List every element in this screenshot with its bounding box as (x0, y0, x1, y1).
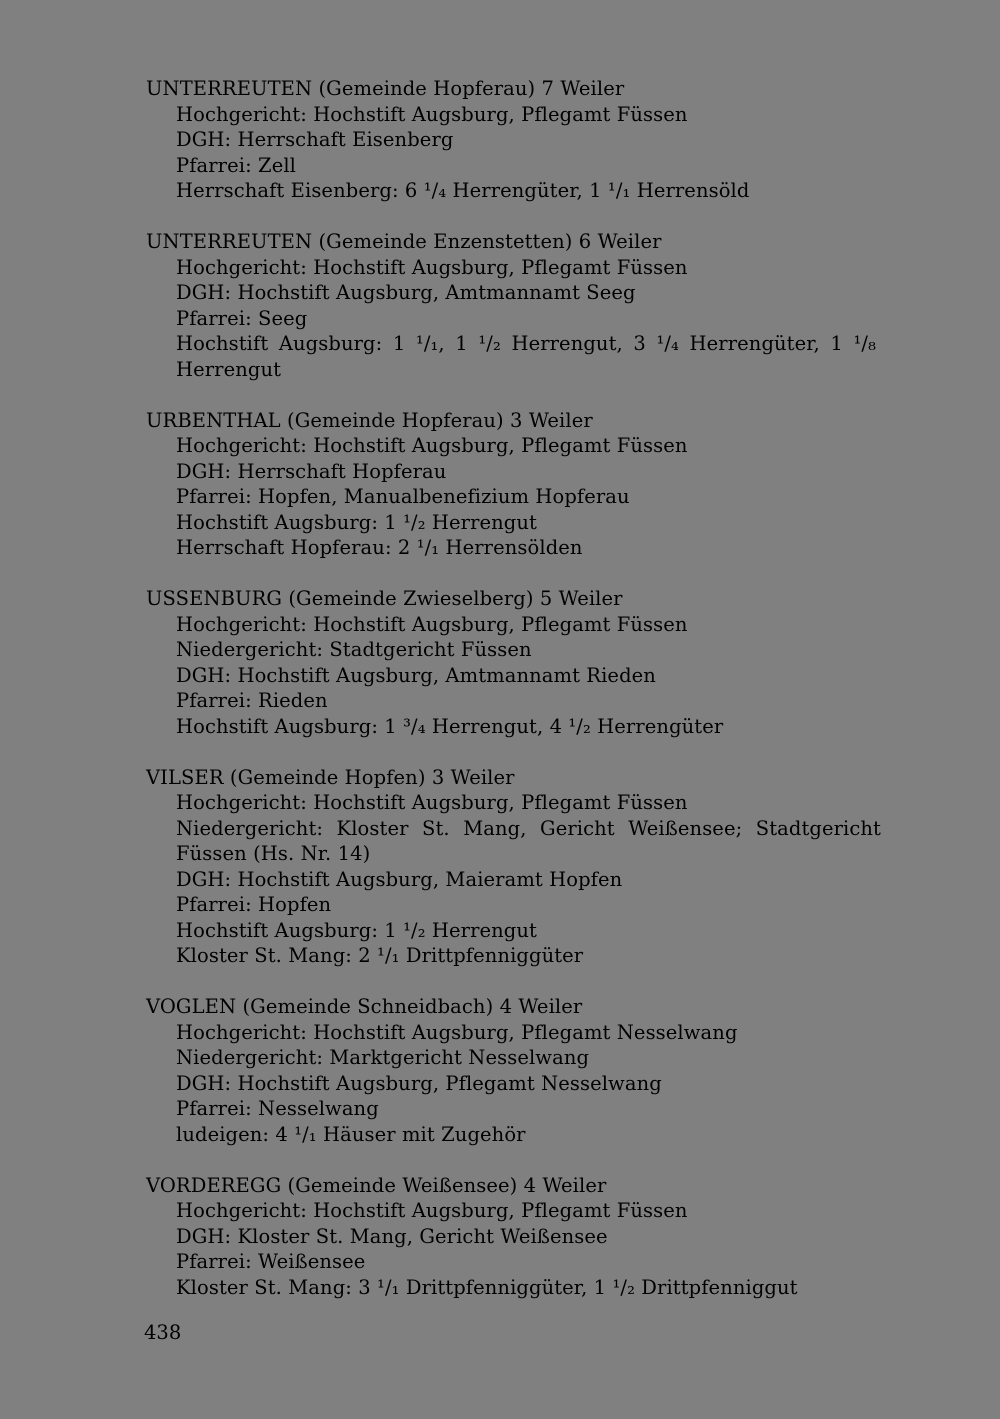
entry-line: Hochstift Augsburg: 1 ¹/₁, 1 ¹/₂ Herrengut, 3 ¹/₄ Herrengüter, 1 ¹/₈ Herrengut (176, 332, 876, 381)
entry-urbenthal (146, 408, 886, 561)
entry-line: ludeigen: 4 ¹/₁ Häuser mit Zugehör (176, 1122, 526, 1146)
document-body (146, 76, 886, 1326)
entry-line: Pfarrei: Hopfen, Manualbenefizium Hopferau (176, 485, 630, 508)
entry-line: Herrschaft Eisenberg: 6 ¹/₄ Herrengüter, 1 ¹/₁ Herrensöld (176, 179, 750, 202)
entry-line: Niedergericht: Marktgericht Nesselwang (176, 1046, 590, 1069)
entry-line: Hochgericht: Hochstift Augsburg, Pflegamt Füssen (176, 1199, 688, 1222)
entry-line: Hochstift Augsburg: 1 ¹/₂ Herrengut (176, 918, 537, 942)
entry-voglen (146, 994, 886, 1147)
entry-line: Hochgericht: Hochstift Augsburg, Pflegamt Füssen (176, 434, 688, 457)
entry-line: Kloster St. Mang: 2 ¹/₁ Drittpfenniggüter (176, 944, 584, 967)
entry-line: Hochgericht: Hochstift Augsburg, Pflegamt Füssen (176, 255, 688, 279)
entry-line: DGH: Hochstift Augsburg, Amtmannamt Rieden (176, 663, 656, 687)
entry-line: Hochgericht: Hochstift Augsburg, Pflegamt Füssen (176, 612, 688, 636)
entry-heading: VOGLEN (Gemeinde Schneidbach) 4 Weiler (146, 995, 583, 1018)
entry-heading: USSENBURG (Gemeinde Zwieselberg) 5 Weiler (146, 587, 623, 610)
entry-line: Hochgericht: Hochstift Augsburg, Pflegamt Füssen (176, 791, 688, 814)
entry-line: Pfarrei: Hopfen (176, 893, 332, 916)
entry-heading: UNTERREUTEN (Gemeinde Hopferau) 7 Weiler (146, 77, 625, 100)
entry-heading: VORDEREGG (Gemeinde Weißensee) 4 Weiler (146, 1173, 607, 1197)
entry-line: DGH: Herrschaft Hopferau (176, 459, 447, 483)
entry-line: Hochgericht: Hochstift Augsburg, Pflegamt Nesselwang (176, 1020, 738, 1044)
entry-line: Hochgericht: Hochstift Augsburg, Pflegamt Füssen (176, 102, 688, 126)
entry-line: DGH: Hochstift Augsburg, Amtmannamt Seeg (176, 281, 636, 304)
entry-line: Niedergericht: Stadtgericht Füssen (176, 638, 532, 661)
entry-unterreuten-hopferau (146, 76, 886, 204)
entry-heading: VILSER (Gemeinde Hopfen) 3 Weiler (146, 765, 515, 789)
entry-line: Pfarrei: Zell (176, 153, 297, 177)
entry-heading: UNTERREUTEN (Gemeinde Enzenstetten) 6 Weiler (146, 230, 662, 253)
entry-line: DGH: Hochstift Augsburg, Pflegamt Nesselwang (176, 1071, 662, 1095)
entry-line: Kloster St. Mang: 3 ¹/₁ Drittpfenniggüter, 1 ¹/₂ Drittpfenniggut (176, 1275, 798, 1299)
page-number: 438 (144, 1321, 182, 1344)
entry-line: Niedergericht: Kloster St. Mang, Gericht Weißensee; Stadtgericht Füssen (Hs. Nr. 14) (176, 816, 881, 865)
entry-line: Hochstift Augsburg: 1 ¹/₂ Herrengut (176, 510, 537, 534)
entry-unterreuten-enzenstetten (146, 229, 886, 382)
entry-vilser (146, 765, 886, 969)
entry-line: DGH: Hochstift Augsburg, Maieramt Hopfen (176, 867, 623, 891)
entry-line: DGH: Herrschaft Eisenberg (176, 128, 454, 151)
entry-line: Pfarrei: Nesselwang (176, 1097, 379, 1120)
entry-vorderegg (146, 1173, 886, 1301)
entry-ussenburg (146, 586, 886, 739)
entry-line: Hochstift Augsburg: 1 ³/₄ Herrengut, 4 ¹/₂ Herrengüter (176, 714, 724, 738)
entry-line: Pfarrei: Weißensee (176, 1250, 366, 1273)
entry-line: DGH: Kloster St. Mang, Gericht Weißensee (176, 1224, 608, 1248)
entry-line: Pfarrei: Seeg (176, 306, 308, 330)
entry-line: Pfarrei: Rieden (176, 689, 328, 712)
entry-heading: URBENTHAL (Gemeinde Hopferau) 3 Weiler (146, 408, 593, 432)
entry-line: Herrschaft Hopferau: 2 ¹/₁ Herrensölden (176, 536, 583, 559)
